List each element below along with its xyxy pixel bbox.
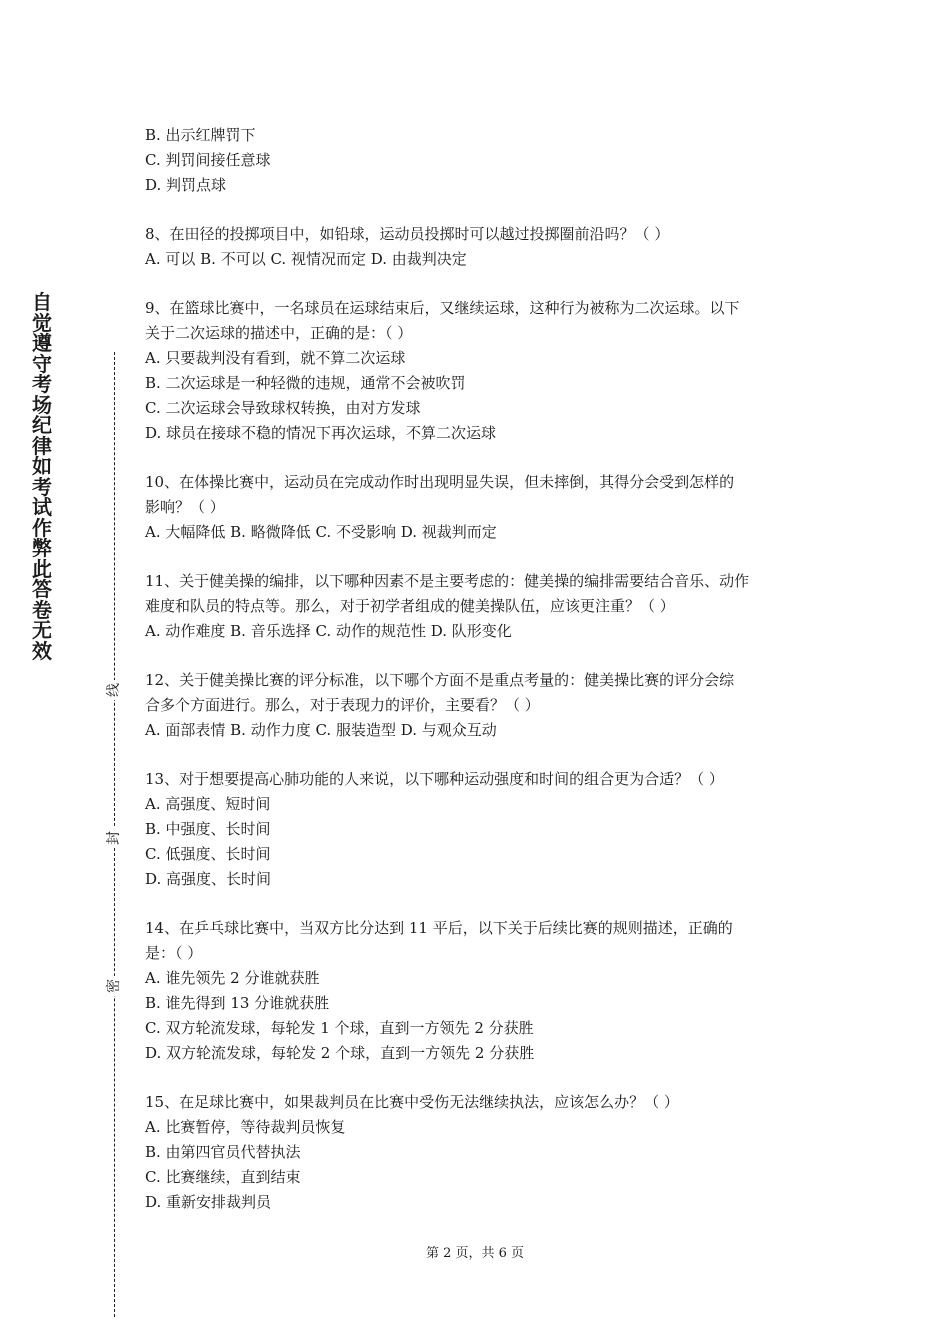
question-line: A. 大幅降低 B. 略微降低 C. 不受影响 D. 视裁判而定 — [145, 523, 497, 541]
question-list — [145, 123, 810, 1215]
question-line: A. 可以 B. 不可以 C. 视情况而定 D. 由裁判决定 — [145, 250, 467, 268]
seal-label-xian: 线 — [104, 680, 124, 700]
question-line: A. 只要裁判没有看到，就不算二次运球 — [145, 349, 406, 367]
question-line: 10、在体操比赛中，运动员在完成动作时出现明显失误，但未摔倒，其得分会受到怎样的 — [145, 473, 735, 491]
question-line: B. 中强度、长时间 — [145, 820, 271, 838]
question-line: 13、对于想要提高心肺功能的人来说，以下哪种运动强度和时间的组合更为合适？（ ） — [145, 770, 724, 788]
question-block — [145, 569, 810, 644]
question-block — [145, 123, 810, 198]
question-line: D. 高强度、长时间 — [145, 870, 272, 888]
question-line: A. 谁先领先 2 分谁就获胜 — [145, 969, 320, 987]
question-line: 合多个方面进行。那么，对于表现力的评价，主要看？（ ） — [145, 696, 540, 714]
question-line: 影响？（ ） — [145, 498, 225, 516]
question-line: 8、在田径的投掷项目中，如铅球，运动员投掷时可以越过投掷圈前沿吗？（ ） — [145, 225, 670, 243]
question-line: 11、关于健美操的编排，以下哪种因素不是主要考虑的：健美操的编排需要结合音乐、动作 — [145, 572, 750, 590]
question-line: B. 谁先得到 13 分谁就获胜 — [145, 994, 330, 1012]
question-block — [145, 767, 810, 892]
question-block — [145, 296, 810, 446]
seal-label-feng: 封 — [104, 828, 124, 848]
question-line: 12、关于健美操比赛的评分标准，以下哪个方面不是重点考量的：健美操比赛的评分会综 — [145, 671, 735, 689]
question-line: D. 双方轮流发球，每轮发 2 个球，直到一方领先 2 分获胜 — [145, 1044, 535, 1062]
question-line: D. 球员在接球不稳的情况下再次运球，不算二次运球 — [145, 424, 497, 442]
question-line: A. 面部表情 B. 动作力度 C. 服装造型 D. 与观众互动 — [145, 721, 497, 739]
question-line: C. 双方轮流发球，每轮发 1 个球，直到一方领先 2 分获胜 — [145, 1019, 534, 1037]
question-line: 9、在篮球比赛中，一名球员在运球结束后，又继续运球，这种行为被称为二次运球。以下 — [145, 299, 740, 317]
page-footer: 第 2 页，共 6 页 — [425, 1246, 525, 1261]
question-line: 是：（ ） — [145, 944, 203, 962]
question-line: A. 比赛暂停，等待裁判员恢复 — [145, 1118, 346, 1136]
question-block — [145, 916, 810, 1066]
question-block — [145, 222, 810, 272]
question-line: C. 比赛继续，直到结束 — [145, 1168, 301, 1186]
question-block — [145, 1090, 810, 1215]
question-line: A. 动作难度 B. 音乐选择 C. 动作的规范性 D. 队形变化 — [145, 622, 512, 640]
question-line: 15、在足球比赛中，如果裁判员在比赛中受伤无法继续执法，应该怎么办？（ ） — [145, 1093, 679, 1111]
question-line: C. 低强度、长时间 — [145, 845, 271, 863]
question-line: C. 判罚间接任意球 — [145, 151, 271, 169]
question-line: B. 由第四官员代替执法 — [145, 1143, 301, 1161]
question-line: 14、在乒乓球比赛中，当双方比分达到 11 平后，以下关于后续比赛的规则描述，正确的 — [145, 919, 733, 937]
question-line: A. 高强度、短时间 — [145, 795, 271, 813]
seal-label-mi: 密 — [104, 976, 124, 996]
question-block — [145, 470, 810, 545]
side-notice: 自觉遵守考场纪律如考试作弊此答卷无效 — [32, 290, 52, 663]
question-line: 难度和队员的特点等。那么，对于初学者组成的健美操队伍，应该更注重？（ ） — [145, 597, 675, 615]
question-line: 关于二次运球的描述中，正确的是：（ ） — [145, 324, 413, 342]
question-line: B. 二次运球是一种轻微的违规，通常不会被吹罚 — [145, 374, 466, 392]
question-block — [145, 668, 810, 743]
question-line: D. 重新安排裁判员 — [145, 1193, 272, 1211]
question-line: D. 判罚点球 — [145, 176, 227, 194]
question-line: C. 二次运球会导致球权转换，由对方发球 — [145, 399, 421, 417]
question-line: B. 出示红牌罚下 — [145, 126, 256, 144]
